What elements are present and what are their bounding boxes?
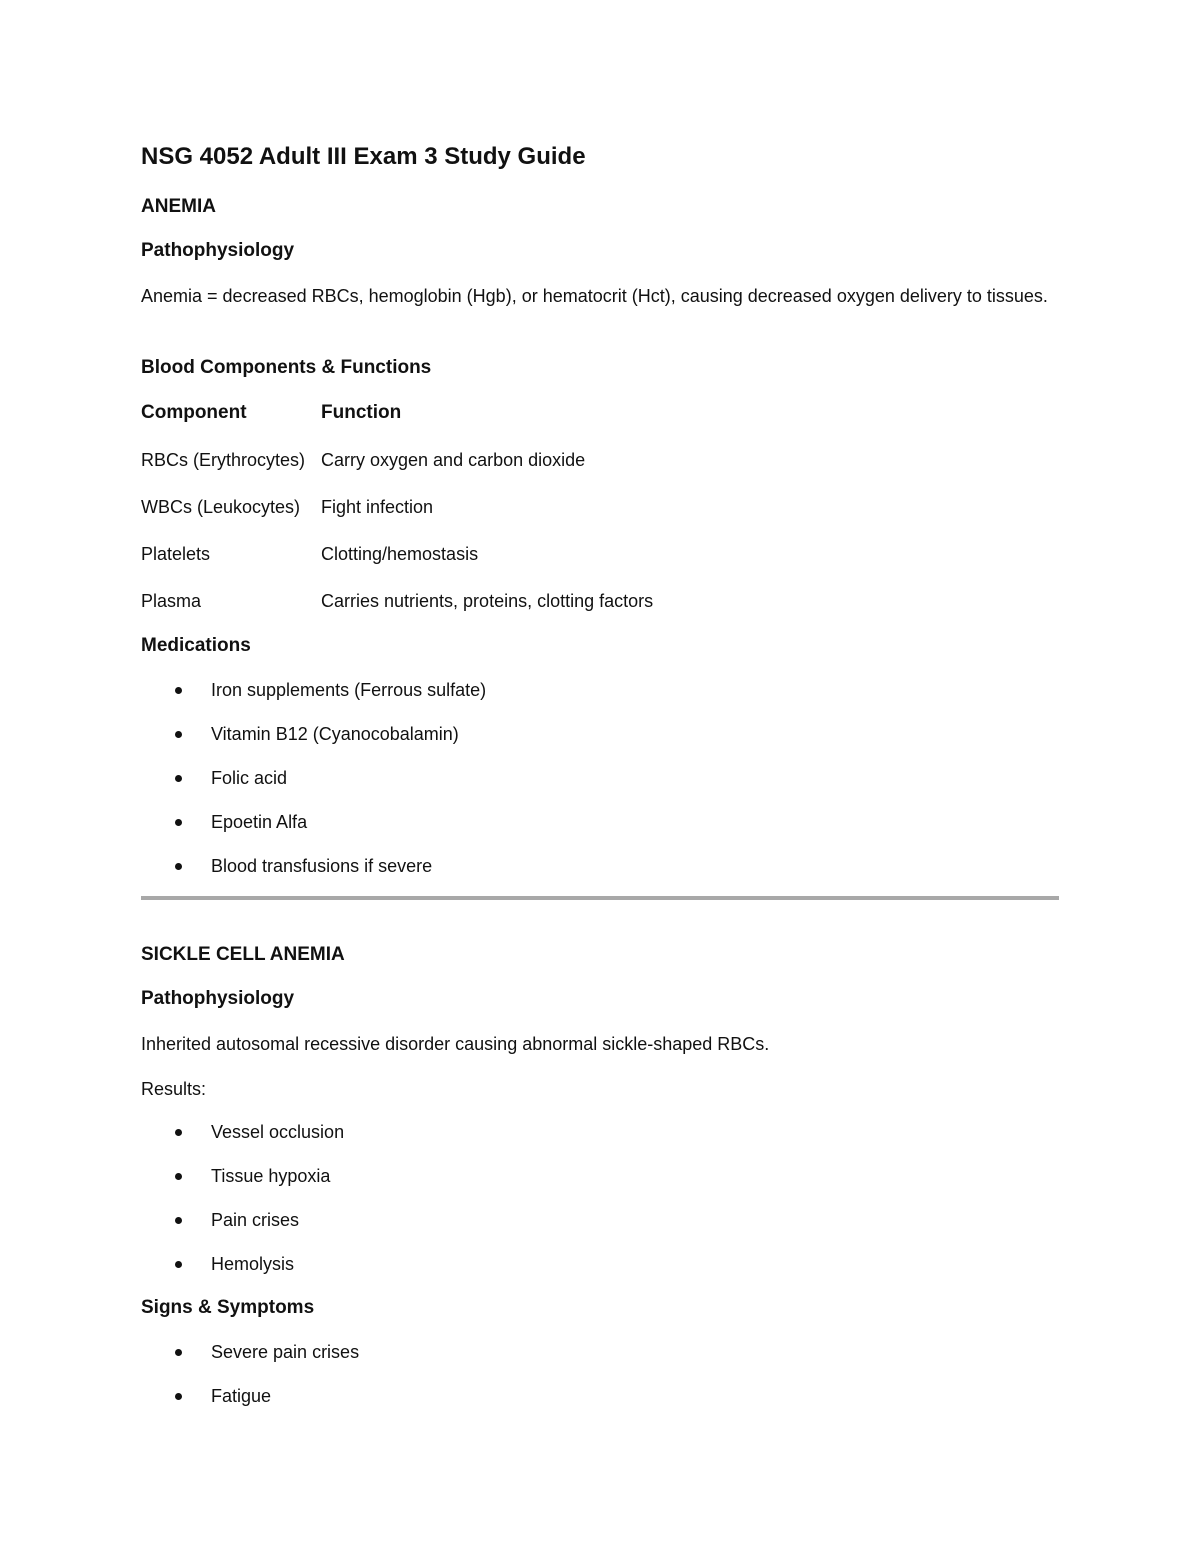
table-header-component: Component — [141, 402, 247, 423]
table-cell-function: Carries nutrients, proteins, clotting factors — [321, 591, 654, 611]
bullet-icon — [175, 1261, 182, 1268]
bullet-icon — [175, 1393, 182, 1400]
bullet-icon — [175, 863, 182, 870]
bullet-icon — [175, 819, 182, 826]
sickle-patho-heading: Pathophysiology — [141, 988, 295, 1009]
section-divider — [141, 896, 1059, 900]
signs-symptoms-heading: Signs & Symptoms — [141, 1297, 315, 1318]
anemia-patho-text: Anemia = decreased RBCs, hemoglobin (Hgb), or hematocrit (Hct), causing decreased oxygen delivery to tissues. — [141, 286, 1048, 306]
bullet-icon — [175, 775, 182, 782]
table-cell-function: Carry oxygen and carbon dioxide — [321, 450, 586, 470]
table-header-function: Function — [321, 402, 402, 423]
bullet-icon — [175, 687, 182, 694]
blood-components-heading: Blood Components & Functions — [141, 357, 432, 378]
table-cell-component: RBCs (Erythrocytes) — [141, 450, 306, 470]
table-cell-function: Fight infection — [321, 497, 434, 517]
anemia-patho-heading: Pathophysiology — [141, 240, 295, 261]
table-cell-function: Clotting/hemostasis — [321, 544, 479, 564]
bullet-icon — [175, 1129, 182, 1136]
table-cell-component: Plasma — [141, 591, 202, 611]
section-title-anemia: ANEMIA — [141, 196, 216, 217]
results-label: Results: — [141, 1079, 207, 1099]
bullet-icon — [175, 1173, 182, 1180]
bullet-icon — [175, 731, 182, 738]
bullet-icon — [175, 1349, 182, 1356]
table-cell-component: Platelets — [141, 544, 211, 564]
section-title-sickle-cell: SICKLE CELL ANEMIA — [141, 944, 345, 965]
sickle-patho-text: Inherited autosomal recessive disorder causing abnormal sickle-shaped RBCs. — [141, 1034, 770, 1054]
bullet-icon — [175, 1217, 182, 1224]
table-cell-component: WBCs (Leukocytes) — [141, 497, 301, 517]
document-title: NSG 4052 Adult III Exam 3 Study Guide — [141, 143, 586, 170]
medications-heading: Medications — [141, 635, 251, 656]
